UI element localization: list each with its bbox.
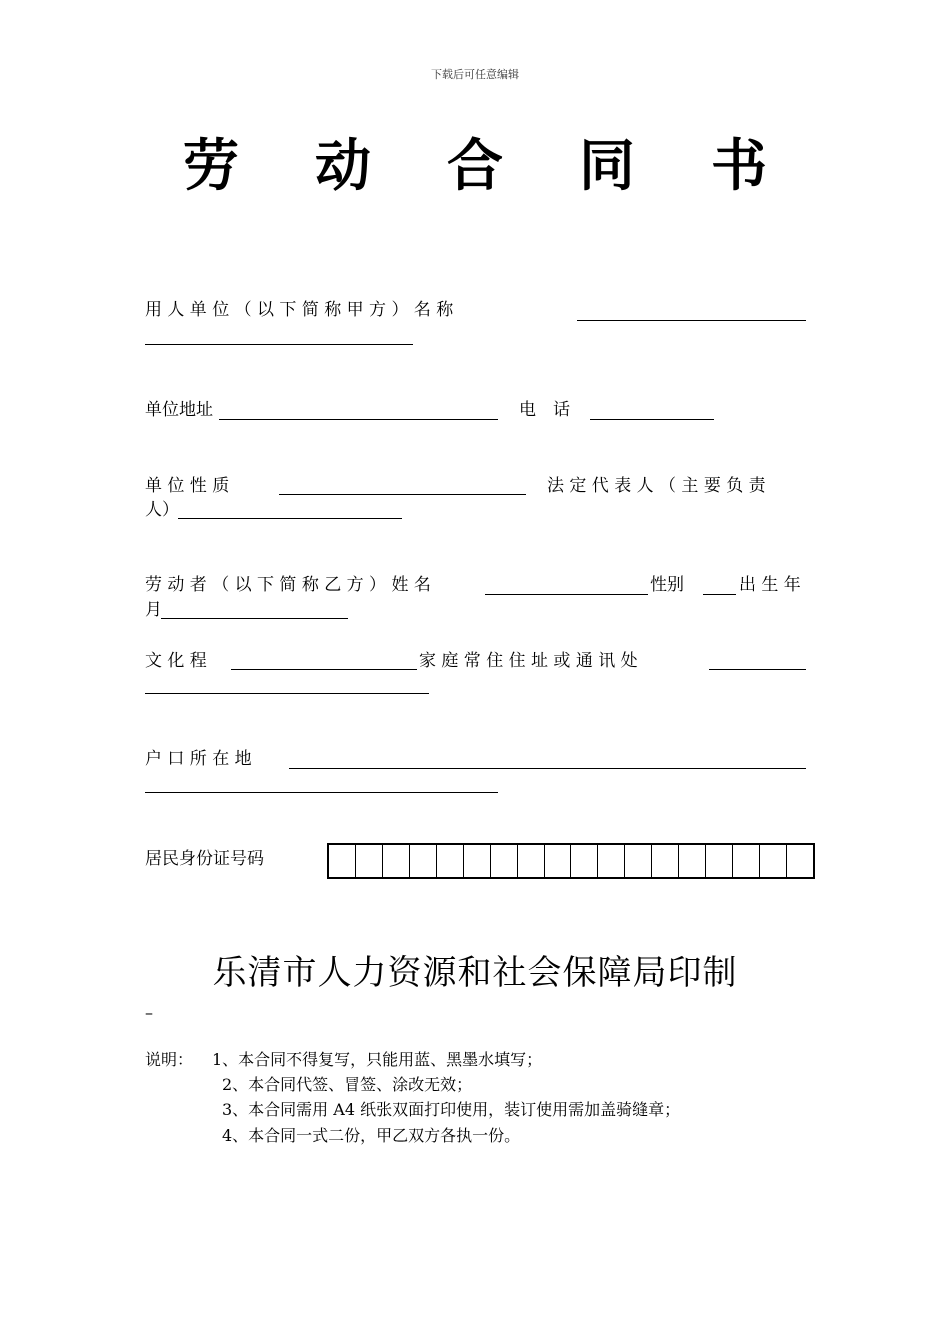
legal-rep-label-cont: 人） bbox=[145, 500, 179, 520]
home-address-label: 家 庭 常 住 住 址 或 通 讯 处 bbox=[419, 651, 638, 671]
address-field[interactable] bbox=[219, 419, 498, 420]
home-address-field-1[interactable] bbox=[709, 669, 806, 670]
gender-field[interactable] bbox=[703, 594, 736, 595]
id-digit-box[interactable] bbox=[356, 845, 383, 877]
education-label: 文 化 程 bbox=[145, 651, 207, 671]
id-digit-box[interactable] bbox=[679, 845, 706, 877]
title-char: 同 bbox=[579, 133, 635, 199]
id-digit-box[interactable] bbox=[545, 845, 572, 877]
id-digit-box[interactable] bbox=[491, 845, 518, 877]
id-digit-box[interactable] bbox=[410, 845, 437, 877]
id-digit-box[interactable] bbox=[787, 845, 813, 877]
phone-field[interactable] bbox=[590, 419, 714, 420]
id-digit-box[interactable] bbox=[760, 845, 787, 877]
birth-label: 出 生 年 bbox=[739, 575, 801, 595]
id-digit-box[interactable] bbox=[383, 845, 410, 877]
title-char: 动 bbox=[315, 133, 371, 199]
id-digit-box[interactable] bbox=[329, 845, 356, 877]
hukou-field-1[interactable] bbox=[289, 768, 806, 769]
worker-name-label: 劳 动 者 （ 以 下 简 称 乙 方 ） 姓 名 bbox=[145, 575, 431, 595]
id-digit-box[interactable] bbox=[733, 845, 760, 877]
publisher: 乐清市人力资源和社会保障局印制 bbox=[212, 953, 738, 993]
id-digit-box[interactable] bbox=[437, 845, 464, 877]
id-digit-box[interactable] bbox=[598, 845, 625, 877]
id-label: 居民身份证号码 bbox=[145, 849, 264, 869]
title-char: 书 bbox=[711, 133, 767, 199]
gender-label: 性别 bbox=[650, 575, 684, 595]
education-field[interactable] bbox=[231, 669, 417, 670]
document-title bbox=[145, 122, 805, 202]
employer-name-label: 用 人 单 位 （ 以 下 简 称 甲 方 ） 名 称 bbox=[145, 300, 454, 320]
hukou-field-2[interactable] bbox=[145, 792, 498, 793]
birth-label-cont: 月 bbox=[145, 600, 162, 620]
home-address-field-2[interactable] bbox=[145, 693, 429, 694]
legal-rep-field[interactable] bbox=[178, 518, 402, 519]
id-digit-box[interactable] bbox=[464, 845, 491, 877]
id-digit-box[interactable] bbox=[518, 845, 545, 877]
id-number-boxes[interactable] bbox=[327, 843, 815, 879]
id-digit-box[interactable] bbox=[706, 845, 733, 877]
legal-rep-label: 法 定 代 表 人 （ 主 要 负 责 bbox=[547, 476, 766, 496]
header-note: 下载后可任意编辑 bbox=[431, 68, 519, 81]
note-item: 2、本合同代签、冒签、涂改无效； bbox=[222, 1075, 473, 1094]
employer-name-field-2[interactable] bbox=[145, 344, 413, 345]
phone-label: 电 话 bbox=[519, 400, 570, 420]
id-digit-box[interactable] bbox=[625, 845, 652, 877]
worker-name-field[interactable] bbox=[485, 594, 648, 595]
nature-label: 单 位 性 质 bbox=[145, 476, 230, 496]
id-digit-box[interactable] bbox=[652, 845, 679, 877]
note-item: 4、本合同一式二份，甲乙双方各执一份。 bbox=[222, 1126, 521, 1145]
birth-field[interactable] bbox=[161, 618, 348, 619]
title-char: 合 bbox=[447, 133, 503, 199]
employer-name-field-1[interactable] bbox=[577, 320, 806, 321]
address-label: 单位地址 bbox=[145, 400, 213, 420]
note-item: 3、本合同需用 A4 纸张双面打印使用，装订使用需加盖骑缝章； bbox=[222, 1100, 681, 1119]
nature-field[interactable] bbox=[279, 494, 526, 495]
notes-prefix: 说明： bbox=[145, 1050, 194, 1069]
title-char: 劳 bbox=[183, 133, 239, 199]
dash-mark: – bbox=[145, 1003, 153, 1022]
note-item: 1、本合同不得复写，只能用蓝、黑墨水填写； bbox=[212, 1050, 543, 1069]
hukou-label: 户 口 所 在 地 bbox=[145, 749, 252, 769]
id-digit-box[interactable] bbox=[571, 845, 598, 877]
